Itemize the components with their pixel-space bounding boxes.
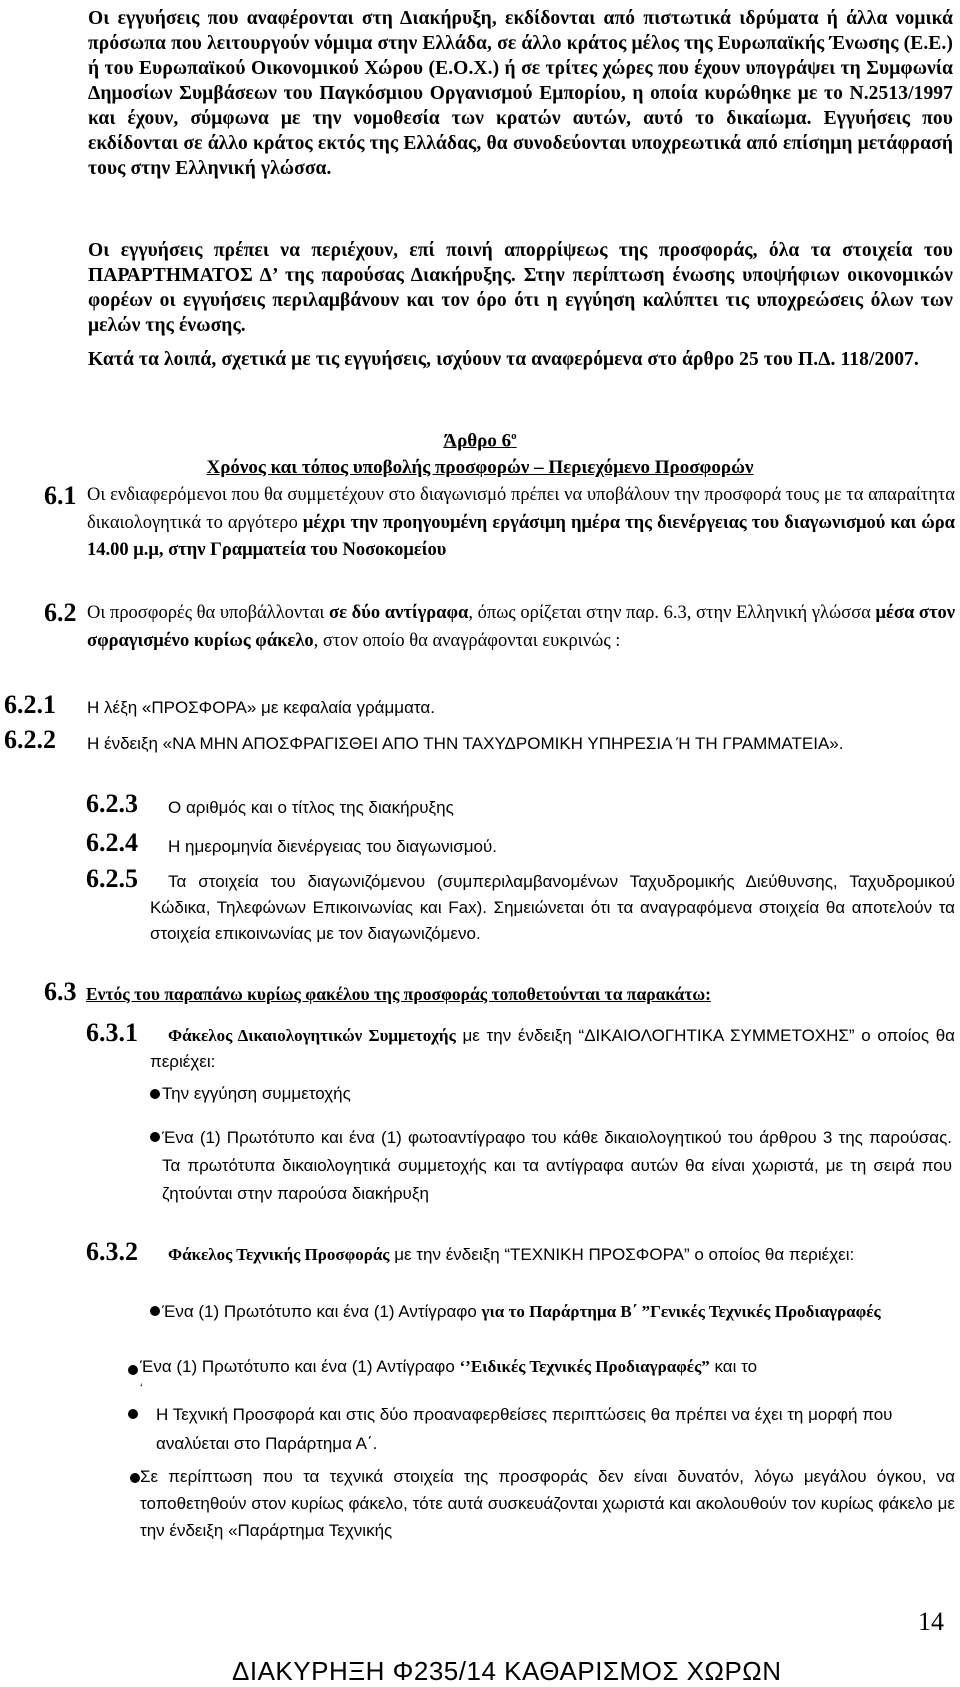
section-6-3-1-text-a: Φάκελος Δικαιολογητικών Συμμετοχής	[168, 1026, 456, 1045]
article-title-text: Άρθρο 6	[443, 430, 512, 452]
section-6-3-1-bullet-2: Ένα (1) Πρωτότυπο και ένα (1) φωτοαντίγραφο του κάθε δικαιολογητικού του άρθρου 3 της παρούσας. Τα πρωτότυπα δικαιολογητικά συμμετοχής και τα αντίγραφα αυτών θα είναι χωριστά, με τη σειρά που ζητούνται στην παρούσα διακήρυξη	[162, 1128, 952, 1203]
section-6-2-2-text: Η ένδειξη «ΝΑ ΜΗΝ ΑΠΟΣΦΡΑΓΙΣΘΕΙ ΑΠΟ ΤΗΝ ΤΑΧΥΔΡΟΜΙΚΗ ΥΠΗΡΕΣΙΑ Ή ΤΗ ΓΡΑΜΜΑΤΕΙΑ».	[87, 734, 844, 753]
section-6-2-text-b: σε δύο αντίγραφα	[329, 603, 469, 623]
section-6-2-text-d: μέσα στον σφραγισμένο κυρίως φάκελο	[87, 603, 956, 651]
section-6-3-2-bullet-1-b: για το Παράρτημα Β΄ ”Γενικές Τεχνικές Προδιαγραφές	[481, 1302, 881, 1321]
article-title	[0, 424, 960, 453]
section-6-3-2-bullet-1	[162, 1298, 952, 1325]
section-6-2-number: 6.2	[44, 598, 77, 627]
section-6-3-2-bullet-4: Σε περίπτωση που τα τεχνικά στοιχεία της προσφοράς δεν είναι δυνατόν, λόγω μεγάλου όγκου, να τοποθετηθούν στον κυρίως φάκελο, τότε αυτά συσκευάζονται χωριστά και ακολουθούν τον κυρίως φάκελο με την ένδειξη «Παράρτημα Τεχνικής	[140, 1467, 955, 1540]
guarantee-other-terms-paragraph: Κατά τα λοιπά, σχετικά με τις εγγυήσεις, ισχύουν τα αναφερόμενα στο άρθρο 25 του Π.Δ. 118/2007.	[88, 349, 919, 370]
section-6-3-1-text-b: με την ένδειξη “ΔΙΚΑΙΟΛΟΓΗΤΙΚΑ ΣΥΜΜΕΤΟΧΗΣ” ο οποίος θα περιέχει:	[150, 1026, 955, 1071]
guarantee-contents-paragraph: Οι εγγυήσεις πρέπει να περιέχουν, επί ποινή απορρίψεως της προσφοράς, όλα τα στοιχεία του ΠΑΡΑΡΤΗΜΑΤΟΣ Δ’ της παρούσας Διακήρυξης. Στην περίπτωση ένωσης υποψήφιων οικονομικών φορέων οι εγγυήσεις περιλαμβάνουν και τον όρο ότι η εγγύηση καλύπτει τις υποχρεώσεις όλων των μελών της ένωσης.	[88, 240, 953, 336]
section-6-2-1-text: Η λέξη «ΠΡΟΣΦΟΡΑ» με κεφαλαία γράμματα.	[87, 698, 435, 717]
bullet-icon	[150, 1089, 160, 1099]
section-6-2-4-number: 6.2.4	[86, 828, 138, 857]
section-6-3-2-bullet-2-d: ‘	[140, 1381, 143, 1395]
section-6-2-text-a: Οι προσφορές θα υποβάλλονται	[87, 603, 330, 623]
section-6-2-3-number: 6.2.3	[86, 789, 138, 818]
page-footer: ΔΙΑΚΥΡΗΞΗ Φ235/14 ΚΑΘΑΡΙΣΜΟΣ ΧΩΡΩΝ	[232, 1656, 782, 1686]
section-6-2-1-number: 6.2.1	[4, 690, 56, 719]
bullet-icon	[150, 1306, 160, 1316]
section-6-3-1-bullet-1: Την εγγύηση συμμετοχής	[162, 1084, 351, 1103]
article-title-sup: ο	[511, 430, 517, 442]
section-6-1-text-b: μέχρι την προηγουμένη εργάσιμη ημέρα της διενέργειας του διαγωνισμού και ώρα 14.00 μ.μ, στην Γραμματεία του Νοσοκομείου	[87, 512, 955, 560]
section-6-2-5-text: Τα στοιχεία του διαγωνιζόμενου (συμπεριλαμβανομένων Ταχυδρομικής Διεύθυνσης, Ταχυδρομικού Κώδικα, Τηλεφώνων Επικοινωνίας και Fax). Σημειώνεται ότι τα αναγραφόμενα στοιχεία θα αποτελούν τα στοιχεία επικοινωνίας με τον διαγωνιζόμενο.	[150, 872, 955, 943]
section-6-2-text	[87, 600, 955, 655]
guarantee-issuers-paragraph: Οι εγγυήσεις που αναφέρονται στη Διακήρυξη, εκδίδονται από πιστωτικά ιδρύματα ή άλλα νομικά πρόσωπα που λειτουργούν νόμιμα στην Ελλάδα, σε άλλο κράτος μέλος της Ευρωπαϊκής Ένωσης (Ε.Ε.) ή του Ευρωπαϊκού Οικονομικού Χώρου (Ε.Ο.Χ.) ή σε τρίτες χώρες που έχουν υπογράψει τη Συμφωνία Δημοσίων Συμβάσεων του Παγκόσμιου Οργανισμού Εμπορίου, η οποία κυρώθηκε με το Ν.2513/1997 και έχουν, σύμφωνα με την νομοθεσία των κρατών αυτών, αυτό το δικαίωμα. Εγγυήσεις που εκδίδονται σε άλλο κράτος εκτός της Ελλάδας, θα συνοδεύονται υποχρεωτικά από επίσημη μετάφρασή τους στην Ελληνική γλώσσα.	[88, 8, 953, 179]
section-6-3-1-text	[150, 1023, 955, 1075]
section-6-3-2-bullet-2-b: ‘’Ειδικές Τεχνικές Προδιαγραφές”	[459, 1357, 710, 1376]
bullet-icon	[128, 1409, 138, 1419]
page-number: 14	[918, 1607, 944, 1636]
section-6-3-2-text-b: με την ένδειξη “ΤΕΧΝΙΚΗ ΠΡΟΣΦΟΡΑ” ο οποίος θα περιέχει:	[389, 1245, 855, 1264]
section-6-3-2-bullet-2-c: και το	[709, 1357, 758, 1376]
section-6-3-text: Εντός του παραπάνω κυρίως φακέλου της προσφοράς τοποθετούνται τα παρακάτω:	[86, 984, 712, 1004]
section-6-3-1-number: 6.3.1	[86, 1018, 138, 1047]
section-6-3-2-bullet-2	[140, 1357, 955, 1398]
section-6-3-2-bullet-1-a: Ένα (1) Πρωτότυπο και ένα (1) Αντίγραφο	[162, 1302, 482, 1321]
section-6-2-3-text: Ο αριθμός και ο τίτλος της διακήρυξης	[168, 798, 454, 817]
section-6-2-5-number: 6.2.5	[86, 864, 138, 893]
bullet-icon	[130, 1473, 140, 1483]
section-6-3-2-bullet-3: Η Τεχνική Προσφορά και στις δύο προαναφερθείσες περιπτώσεις θα πρέπει να έχει τη μορφή που αναλύεται στο Παράρτημα Α΄.	[156, 1405, 893, 1453]
section-6-2-text-e: , στον οποίο θα αναγράφονται ευκρινώς :	[313, 630, 621, 651]
bullet-icon	[128, 1365, 138, 1375]
section-6-2-2-number: 6.2.2	[4, 725, 56, 754]
section-6-3-2-text-a: Φάκελος Τεχνικής Προσφοράς	[168, 1245, 390, 1264]
article-subtitle: Χρόνος και τόπος υποβολής προσφορών – Περιεχόμενο Προσφορών	[206, 457, 754, 478]
section-6-2-4-text: Η ημερομηνία διενέργειας του διαγωνισμού.	[168, 837, 498, 856]
bullet-icon	[150, 1132, 160, 1142]
section-6-3-2-bullet-2-a: Ένα (1) Πρωτότυπο και ένα (1) Αντίγραφο	[140, 1357, 460, 1376]
section-6-3-2-text	[150, 1242, 955, 1268]
section-6-1-text-a: Οι ενδιαφερόμενοι που θα συμμετέχουν στο διαγωνισμό πρέπει να υποβάλουν την προσφορά τους με τα απαραίτητα δικαιολογητικά το αργότερο	[87, 485, 955, 533]
section-6-3-number: 6.3	[44, 977, 77, 1006]
section-6-3-2-number: 6.3.2	[86, 1237, 138, 1266]
section-6-1-number: 6.1	[44, 481, 77, 510]
section-6-2-text-c: , όπως ορίζεται στην παρ. 6.3, στην Ελληνική γλώσσα	[468, 603, 876, 623]
section-6-1-text	[87, 482, 955, 565]
